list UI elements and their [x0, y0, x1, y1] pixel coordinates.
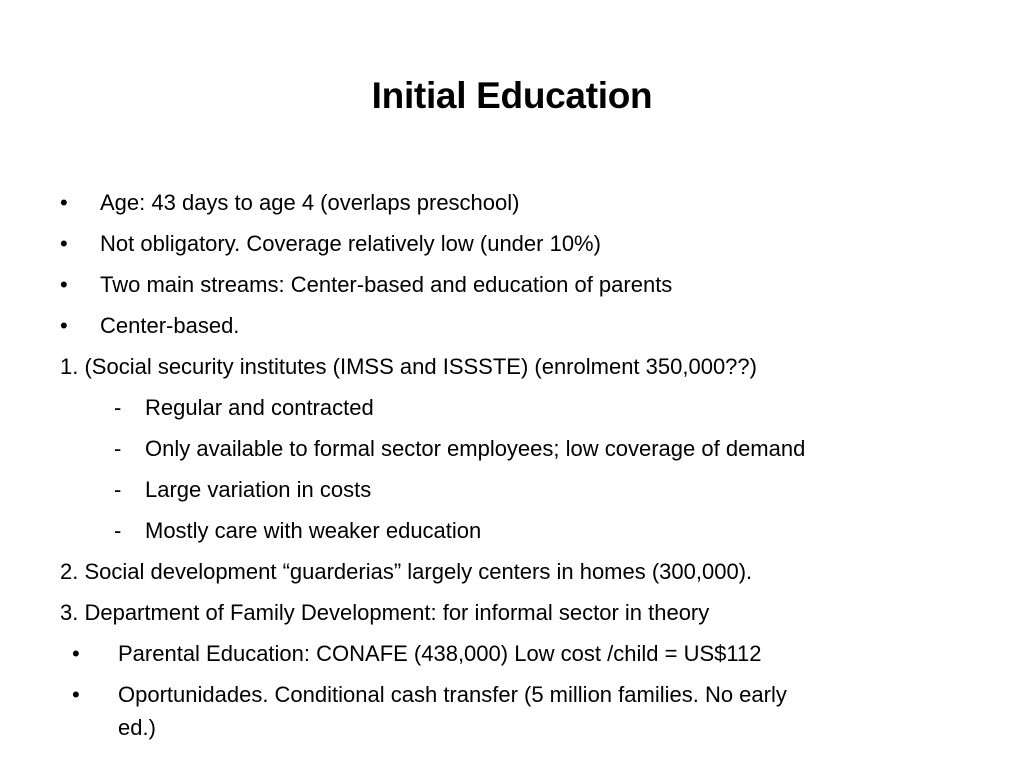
- numbered-item-3: 3. Department of Family Development: for informal sector in theory: [60, 600, 710, 625]
- dash-marker: -: [114, 477, 122, 502]
- bullet-oportunidades-continuation: ed.): [118, 715, 156, 740]
- dash-marker: -: [114, 436, 122, 461]
- bullet-not-obligatory: Not obligatory. Coverage relatively low (under 10%): [100, 231, 601, 256]
- dash-item-formal-sector: Only available to formal sector employees; low coverage of demand: [145, 436, 806, 461]
- dash-marker: -: [114, 395, 122, 420]
- bullet-two-streams: Two main streams: Center-based and education of parents: [100, 272, 673, 297]
- bullet-parental-education: Parental Education: CONAFE (438,000) Low cost /child = US$112: [118, 641, 762, 666]
- bullet-marker: •: [72, 641, 80, 666]
- dash-item-costs: Large variation in costs: [145, 477, 372, 502]
- bullet-marker: •: [60, 231, 68, 256]
- slide-title: Initial Education: [371, 75, 653, 116]
- dash-item-care: Mostly care with weaker education: [145, 518, 482, 543]
- bullet-marker: •: [60, 272, 68, 297]
- bullet-marker: •: [60, 313, 68, 338]
- dash-marker: -: [114, 518, 122, 543]
- bullet-center-based: Center-based.: [100, 313, 240, 338]
- bullet-age: Age: 43 days to age 4 (overlaps preschool): [100, 190, 520, 215]
- bullet-marker: •: [72, 682, 80, 707]
- dash-item-regular: Regular and contracted: [145, 395, 374, 420]
- numbered-item-2: 2. Social development “guarderias” largely centers in homes (300,000).: [60, 559, 753, 584]
- bullet-marker: •: [60, 190, 68, 215]
- bullet-oportunidades: Oportunidades. Conditional cash transfer (5 million families. No early: [118, 682, 787, 707]
- numbered-item-1: 1. (Social security institutes (IMSS and ISSSTE) (enrolment 350,000??): [60, 354, 757, 379]
